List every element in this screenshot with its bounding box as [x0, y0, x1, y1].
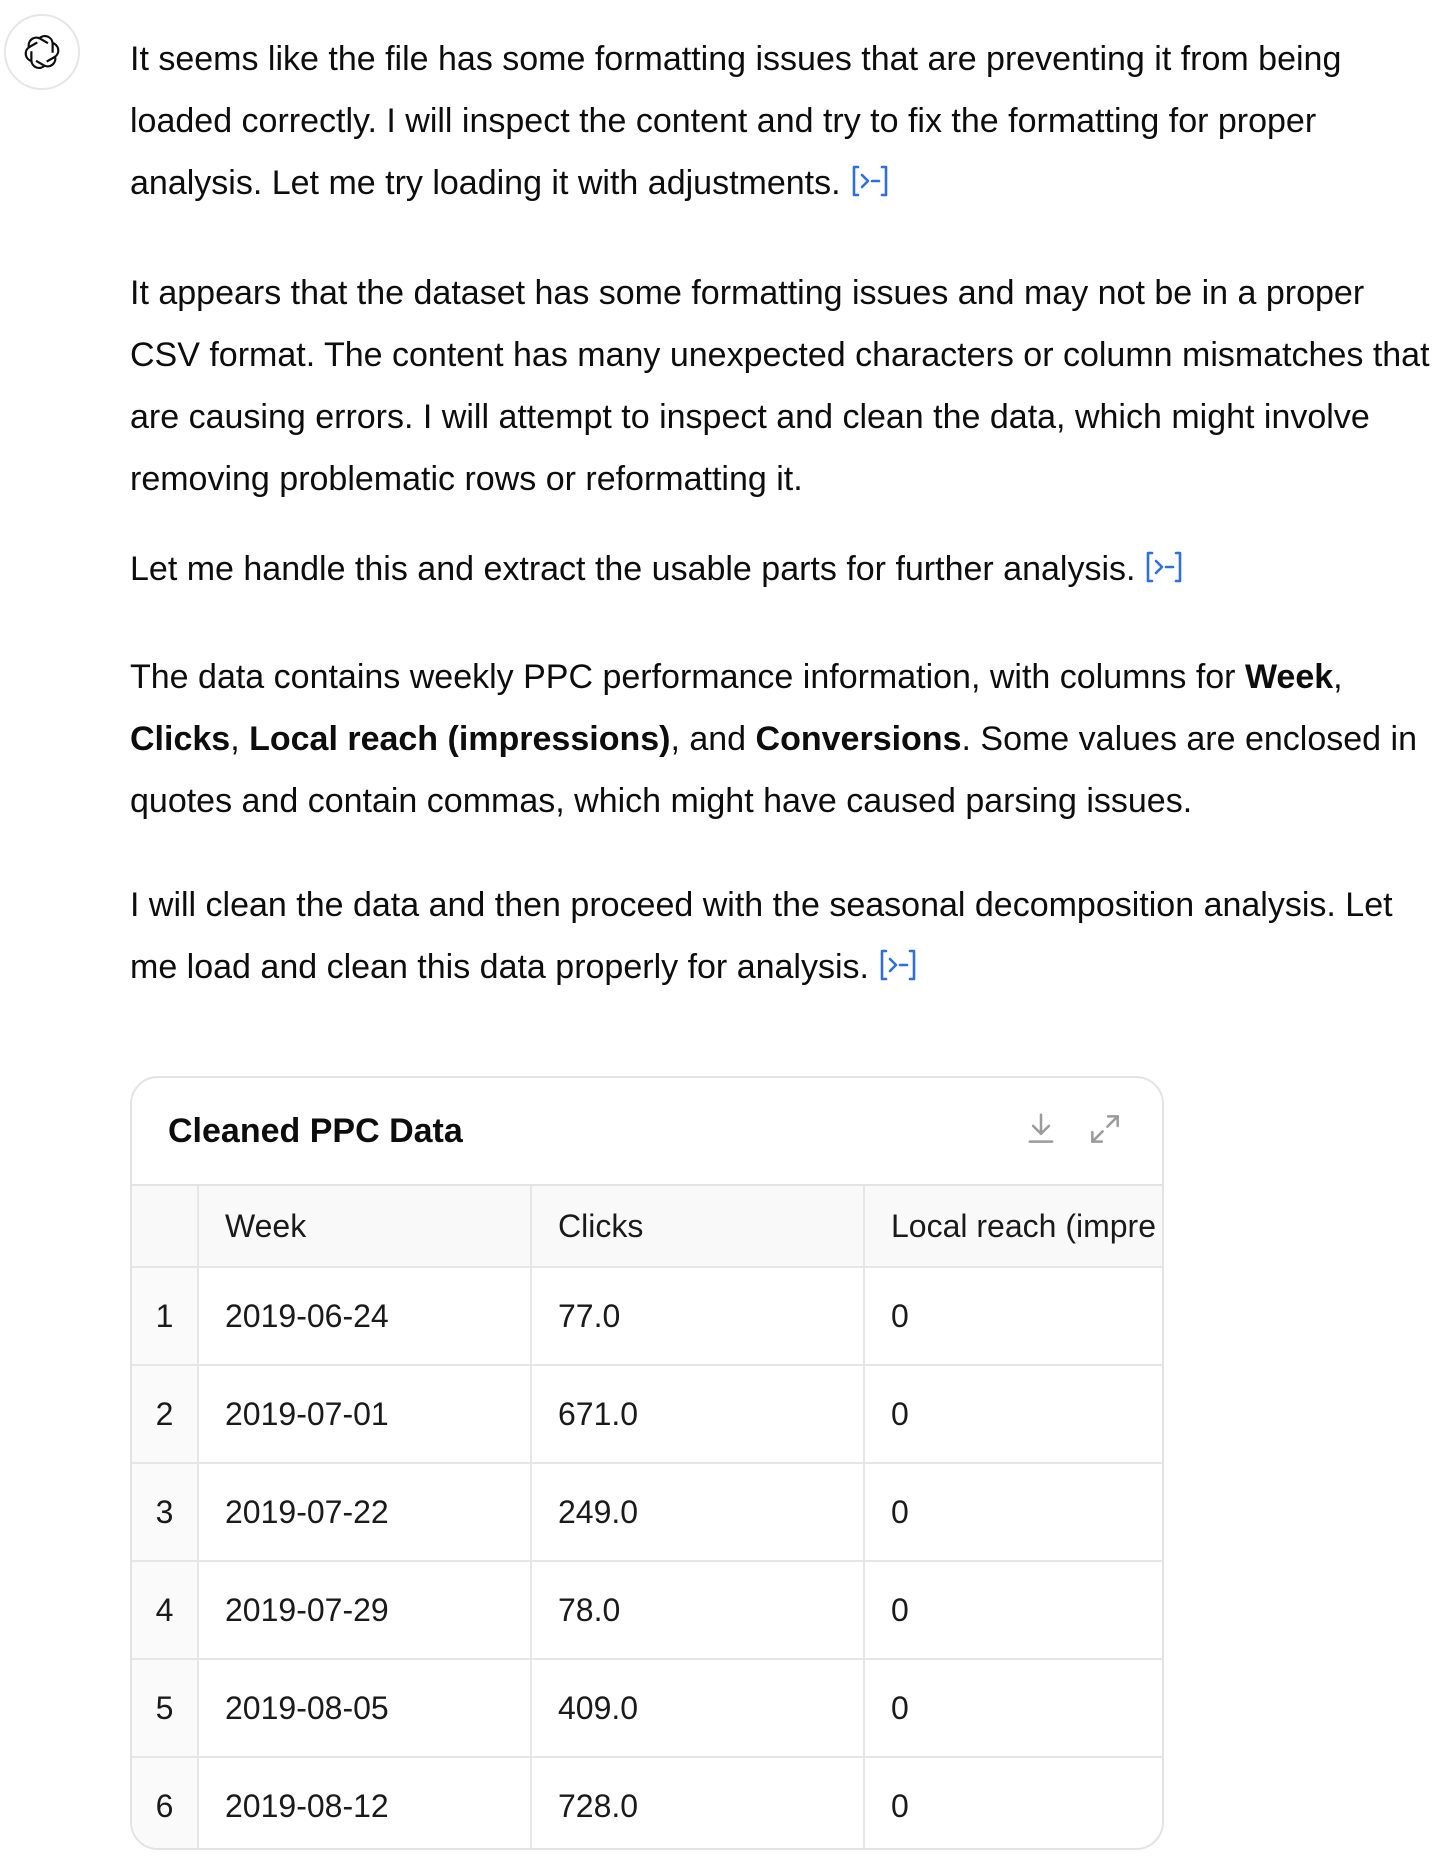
table-actions — [1020, 1108, 1126, 1150]
code-interpreter-icon[interactable] — [877, 948, 919, 982]
table-row — [132, 1659, 1164, 1757]
message-text: Let me handle this and extract the usable parts for further analysis. — [130, 550, 1136, 588]
code-interpreter-icon[interactable] — [849, 164, 891, 198]
table-row — [132, 1757, 1164, 1850]
row-index: 4 — [132, 1561, 198, 1659]
cell-local-reach: 0 — [864, 1365, 1164, 1463]
table-header-row — [132, 1186, 1164, 1267]
cell-local-reach: 0 — [864, 1659, 1164, 1757]
message-text: , and — [670, 720, 756, 758]
cell-local-reach: 0 — [864, 1561, 1164, 1659]
cell-clicks: 728.0 — [531, 1757, 864, 1850]
bold-term: Clicks — [130, 720, 231, 758]
message-paragraph — [130, 538, 1430, 600]
message-text: . Some values are enclosed in quotes and contain commas, which might have caused parsing issues. — [130, 720, 1417, 820]
row-index: 1 — [132, 1267, 198, 1365]
column-header-index — [132, 1186, 198, 1267]
assistant-avatar — [4, 14, 80, 90]
assistant-message — [130, 28, 1430, 998]
cell-local-reach: 0 — [864, 1267, 1164, 1365]
data-table — [132, 1186, 1164, 1850]
row-index: 2 — [132, 1365, 198, 1463]
table-row — [132, 1365, 1164, 1463]
cell-week: 2019-07-29 — [198, 1561, 531, 1659]
cell-week: 2019-08-12 — [198, 1757, 531, 1850]
column-header-week[interactable]: Week — [198, 1186, 531, 1267]
column-header-local-reach[interactable]: Local reach (impre — [864, 1186, 1164, 1267]
table-row — [132, 1267, 1164, 1365]
download-icon — [1022, 1110, 1060, 1148]
cell-clicks: 77.0 — [531, 1267, 864, 1365]
cell-local-reach: 0 — [864, 1757, 1164, 1850]
table-card-header — [132, 1078, 1162, 1186]
cell-clicks: 409.0 — [531, 1659, 864, 1757]
message-paragraph — [130, 874, 1430, 998]
cell-local-reach: 0 — [864, 1463, 1164, 1561]
data-table-card — [130, 1076, 1164, 1850]
message-text: It appears that the dataset has some formatting issues and may not be in a proper CSV format. The content has many unexpected characters or column mismatches that are causing errors. I will attempt to inspect and clean the data, which might involve removing problematic rows or reformatting it. — [130, 274, 1430, 498]
row-index: 5 — [132, 1659, 198, 1757]
message-text: , — [1333, 658, 1343, 696]
row-index: 3 — [132, 1463, 198, 1561]
cell-week: 2019-06-24 — [198, 1267, 531, 1365]
cell-clicks: 671.0 — [531, 1365, 864, 1463]
message-text: It seems like the file has some formatting issues that are preventing it from being loaded correctly. I will inspect the content and try to fix the formatting for proper analysis. Let me try loading it with adjustments. — [130, 40, 1342, 202]
message-text: The data contains weekly PPC performance information, with columns for — [130, 658, 1245, 696]
table-row — [132, 1463, 1164, 1561]
message-paragraph — [130, 646, 1430, 832]
row-index: 6 — [132, 1757, 198, 1850]
code-interpreter-icon[interactable] — [1143, 550, 1185, 584]
cell-week: 2019-08-05 — [198, 1659, 531, 1757]
message-paragraph — [130, 262, 1430, 510]
bold-term: Week — [1244, 658, 1334, 696]
download-button[interactable] — [1020, 1108, 1062, 1150]
expand-icon — [1086, 1110, 1124, 1148]
cell-week: 2019-07-01 — [198, 1365, 531, 1463]
cell-clicks: 78.0 — [531, 1561, 864, 1659]
expand-button[interactable] — [1084, 1108, 1126, 1150]
message-paragraph — [130, 28, 1430, 214]
openai-logo-icon — [20, 30, 64, 74]
cell-clicks: 249.0 — [531, 1463, 864, 1561]
bold-term: Conversions — [755, 720, 962, 758]
message-text: , — [230, 720, 250, 758]
cell-week: 2019-07-22 — [198, 1463, 531, 1561]
column-header-clicks[interactable]: Clicks — [531, 1186, 864, 1267]
table-row — [132, 1561, 1164, 1659]
bold-term: Local reach (impressions) — [249, 720, 671, 758]
message-text: I will clean the data and then proceed with the seasonal decomposition analysis. Let me load and clean this data properly for analysis. — [130, 886, 1393, 986]
table-title: Cleaned PPC Data — [168, 1112, 463, 1150]
